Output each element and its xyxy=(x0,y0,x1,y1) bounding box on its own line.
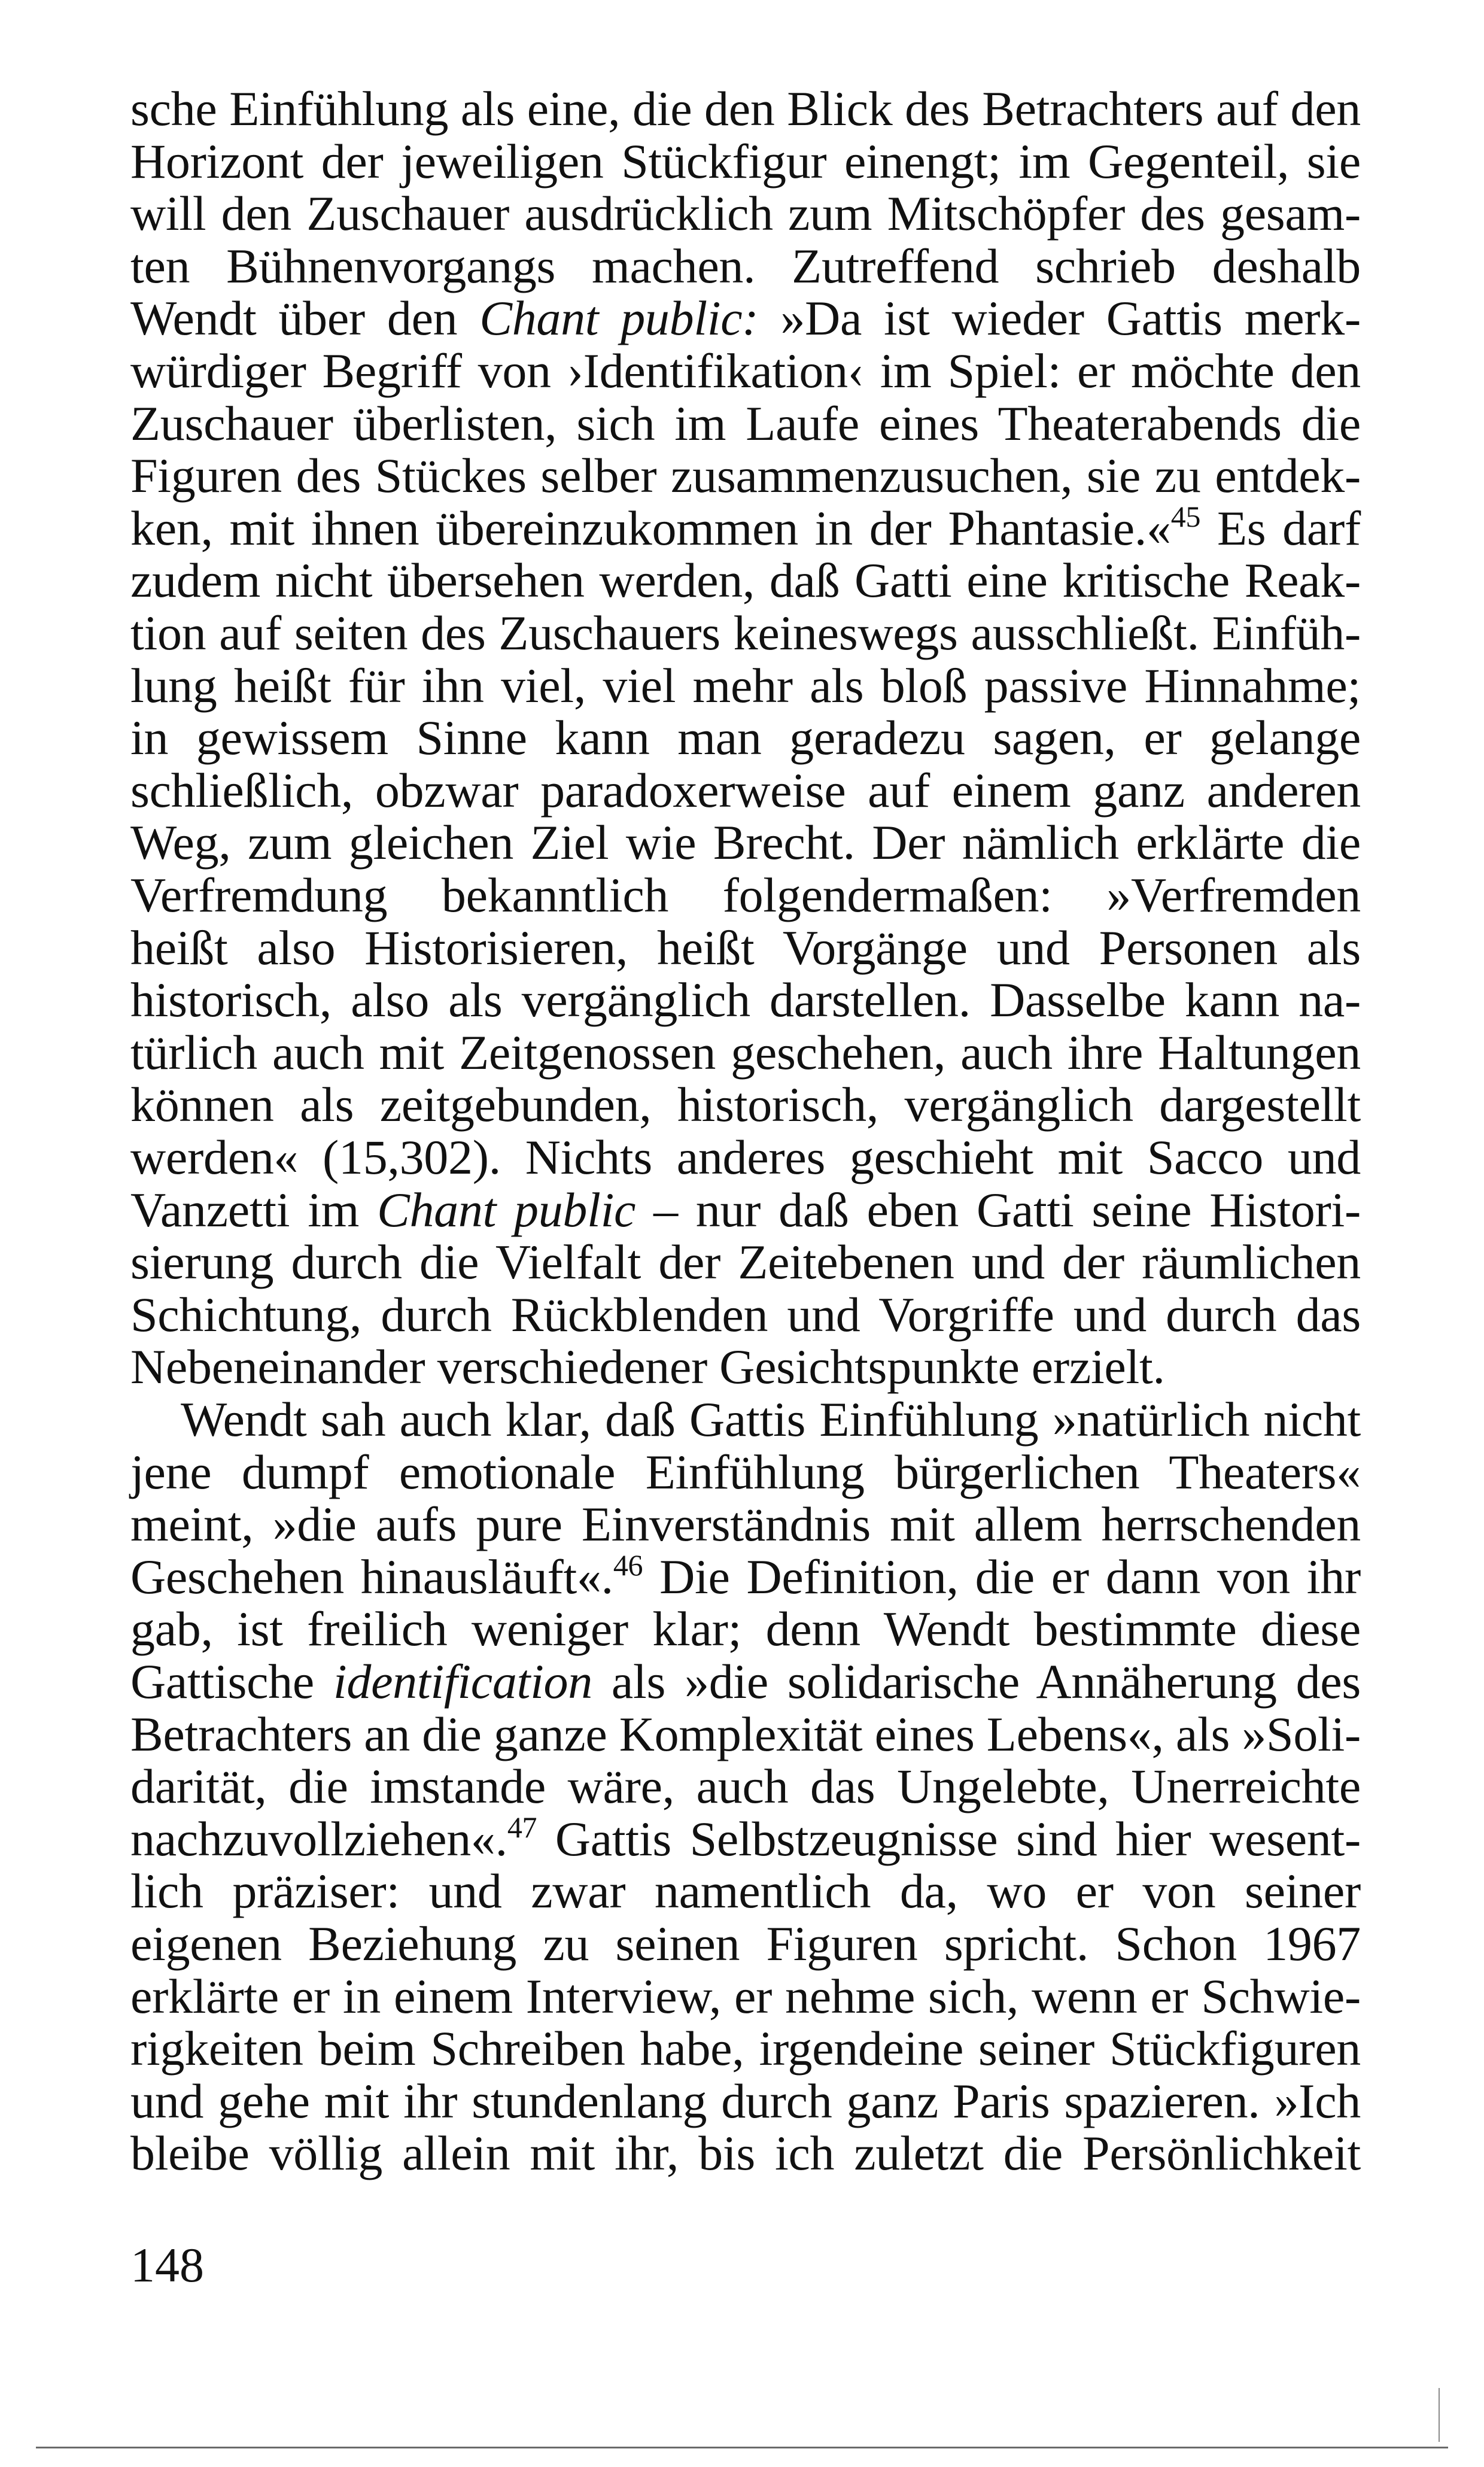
italic-title: Chant public: xyxy=(479,291,759,345)
text-run: Nebeneinander verschiedener Gesichtspunkte erzielt. xyxy=(130,1339,1165,1394)
text-run: Die Definition, die er dann von ihr xyxy=(643,1550,1361,1604)
text-line xyxy=(130,1232,1361,1292)
text-run: – nur daß eben Gatti seine Histori- xyxy=(635,1183,1361,1237)
text-line xyxy=(130,499,1361,558)
text-run: würdiger Begriff von ›Identifikation‹ im Spiel: er möchte den xyxy=(130,344,1361,398)
text-line xyxy=(130,446,1361,506)
footnote-ref: 46 xyxy=(613,1548,643,1582)
text-run: jene dumpf emotionale Einfühlung bürgerlichen Theaters« xyxy=(130,1445,1361,1499)
footer-rule xyxy=(36,2447,1448,2448)
text-line xyxy=(130,394,1361,454)
text-run: Wendt sah auch klar, daß Gattis Einfühlung »natürlich nicht xyxy=(181,1392,1361,1447)
text-line xyxy=(130,236,1361,296)
text-run: meint, »die aufs pure Einverständnis mit allem herrschenden xyxy=(130,1497,1361,1551)
text-line xyxy=(130,813,1361,873)
text-run: bleibe völlig allein mit ihr, bis ich zuletzt die Persönlichkeit xyxy=(130,2126,1361,2180)
text-run: sierung durch die Vielfalt der Zeitebenen und der räumlichen xyxy=(130,1235,1361,1289)
text-line xyxy=(130,79,1361,139)
text-line xyxy=(130,1547,1361,1607)
text-line xyxy=(130,1757,1361,1816)
text-line xyxy=(130,1599,1361,1659)
text-line xyxy=(130,708,1361,768)
text-line xyxy=(130,761,1361,821)
text-run: tion auf seiten des Zuschauers keineswegs ausschließt. Einfüh- xyxy=(130,606,1361,660)
text-run: Zuschauer überlisten, sich im Laufe eines Theaterabends die xyxy=(130,396,1361,451)
text-run: zudem nicht übersehen werden, daß Gatti eine kritische Reak- xyxy=(130,553,1361,607)
text-line xyxy=(130,1861,1361,1921)
text-run: und gehe mit ihr stundenlang durch ganz Paris spazieren. »Ich xyxy=(130,2074,1361,2128)
text-run: gab, ist freilich weniger klar; denn Wendt bestimmte diese xyxy=(130,1602,1361,1656)
text-run: werden« (15,302). Nichts anderes geschieht mit Sacco und xyxy=(130,1130,1361,1184)
text-line xyxy=(130,1075,1361,1135)
text-line xyxy=(130,132,1361,192)
text-run: lich präziser: und zwar namentlich da, wo er von seiner xyxy=(130,1864,1361,1918)
text-run: sche Einfühlung als eine, die den Blick des Betrachters auf den xyxy=(130,81,1361,136)
text-line xyxy=(130,970,1361,1030)
text-run: lung heißt für ihn viel, viel mehr als bloß passive Hinnahme; xyxy=(130,658,1361,713)
italic-title: identification xyxy=(333,1654,592,1709)
text-line xyxy=(130,1128,1361,1187)
text-run: nachzuvollziehen«. xyxy=(130,1812,507,1866)
text-line xyxy=(130,656,1361,716)
text-run: ten Bühnenvorgangs machen. Zutreffend schrieb deshalb xyxy=(130,239,1361,293)
text-line xyxy=(130,288,1361,348)
text-line xyxy=(130,1705,1361,1764)
page-number: 148 xyxy=(130,2238,204,2292)
text-run: Vanzetti im xyxy=(130,1183,378,1237)
text-run: Horizont der jeweiligen Stückfigur einengt; im Gegenteil, sie xyxy=(130,134,1361,189)
text-line xyxy=(130,1967,1361,2027)
text-line xyxy=(130,603,1361,663)
text-run: darität, die imstande wäre, auch das Ungelebte, Unerreichte xyxy=(130,1759,1361,1813)
footer-mark xyxy=(1439,2388,1440,2442)
text-line xyxy=(130,1285,1361,1345)
text-line xyxy=(130,2071,1361,2131)
text-run: Es darf xyxy=(1200,501,1361,555)
text-line xyxy=(130,551,1361,610)
text-line xyxy=(130,1809,1361,1869)
text-run: erklärte er in einem Interview, er nehme sich, wenn er Schwie- xyxy=(130,1969,1361,2024)
text-line xyxy=(130,1442,1361,1502)
text-run: Betrachters an die ganze Komplexität eines Lebens«, als »Soli- xyxy=(130,1707,1361,1761)
text-run: eigenen Beziehung zu seinen Figuren spricht. Schon 1967 xyxy=(130,1916,1361,1971)
text-run: Gattische xyxy=(130,1654,333,1709)
text-line xyxy=(130,1914,1361,1974)
text-run: Figuren des Stückes selber zusammenzusuchen, sie zu entdek- xyxy=(130,448,1361,503)
text-run: ken, mit ihnen übereinzukommen in der Phantasie.« xyxy=(130,501,1171,555)
italic-title: Chant public xyxy=(377,1183,636,1237)
text-run: Schichtung, durch Rückblenden und Vorgriffe und durch das xyxy=(130,1287,1361,1342)
text-line xyxy=(130,1494,1361,1554)
footnote-ref: 45 xyxy=(1170,500,1201,533)
text-line xyxy=(130,2123,1361,2183)
text-line xyxy=(130,1180,1361,1240)
text-run: »Da ist wieder Gattis merk- xyxy=(758,291,1361,345)
text-run: schließlich, obzwar paradoxerweise auf einem ganz anderen xyxy=(130,763,1361,818)
text-run: Weg, zum gleichen Ziel wie Brecht. Der nämlich erklärte die xyxy=(130,815,1361,870)
text-line xyxy=(130,1023,1361,1083)
text-run: Wendt über den xyxy=(130,291,480,345)
text-line xyxy=(130,1652,1361,1712)
text-run: rigkeiten beim Schreiben habe, irgendeine seiner Stückfiguren xyxy=(130,2021,1361,2076)
text-run: Verfremdung bekanntlich folgendermaßen: »Verfremden xyxy=(130,868,1361,922)
text-line xyxy=(130,184,1361,244)
footnote-ref: 47 xyxy=(507,1810,537,1844)
text-run: in gewissem Sinne kann man geradezu sagen, er gelange xyxy=(130,710,1361,765)
text-line xyxy=(130,865,1361,925)
text-run: türlich auch mit Zeitgenossen geschehen, auch ihre Haltungen xyxy=(130,1025,1361,1080)
text-line xyxy=(130,2019,1361,2079)
text-run: als »die solidarische Annäherung des xyxy=(592,1654,1361,1709)
text-run: historisch, also als vergänglich darstellen. Dasselbe kann na- xyxy=(130,973,1361,1027)
text-run: heißt also Historisieren, heißt Vorgänge und Personen als xyxy=(130,920,1361,975)
text-line xyxy=(130,1337,1361,1397)
text-line xyxy=(130,341,1361,401)
text-line xyxy=(130,918,1361,978)
text-run: Gattis Selbstzeugnisse sind hier wesent- xyxy=(537,1812,1361,1866)
text-line xyxy=(181,1390,1361,1450)
text-run: will den Zuschauer ausdrücklich zum Mitschöpfer des gesam- xyxy=(130,186,1361,241)
text-run: können als zeitgebunden, historisch, vergänglich dargestellt xyxy=(130,1077,1361,1132)
text-run: Geschehen hinausläuft«. xyxy=(130,1550,613,1604)
